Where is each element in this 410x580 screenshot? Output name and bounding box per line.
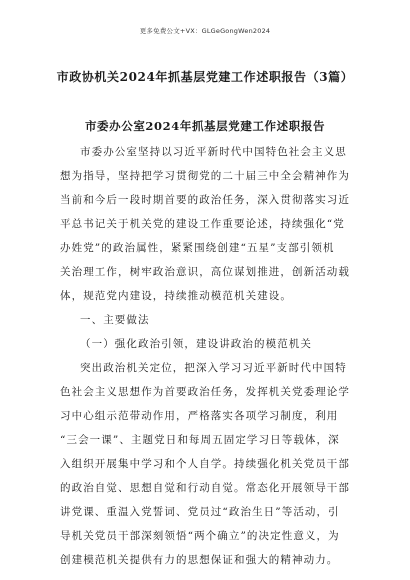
paragraph-line: 色社会主义思想作为首要政治任务，发挥机关党委理论学 xyxy=(60,386,350,398)
section-title: 市委办公室2024年抓基层党建工作述职报告 xyxy=(84,119,326,133)
paragraph-line: 当前和今后一段时期首要的政治任务，深入贯彻落实习近 xyxy=(60,194,350,206)
section-heading: （一）强化政治引领，建设讲政治的模范机关 xyxy=(80,338,312,350)
paragraph-line: 导机关党员干部深刻领悟“两个确立”的决定性意义，为 xyxy=(60,530,340,542)
paragraph-line: 习中心组示范带动作用，严格落实各项学习制度，利用 xyxy=(60,410,339,422)
paragraph-line: 市委办公室坚持以习近平新时代中国特色社会主义思 xyxy=(80,146,347,158)
paragraph-line: 讲党课、重温入党誓词、党员过“政治生日”等活动，引 xyxy=(60,506,340,518)
paragraph-line: 体，规范党内建设，持续推动模范机关建设。 xyxy=(60,290,292,302)
header-note: 更多免费公文+VX：GLGeGongWen2024 xyxy=(139,27,271,35)
paragraph-line: 突出政治机关定位，把深入学习习近平新时代中国特 xyxy=(80,362,347,374)
paragraph-line: 的政治自觉、思想自觉和行动自觉。常态化开展领导干部 xyxy=(60,482,350,494)
body-text xyxy=(60,140,360,572)
paragraph-line: 办姓党”的政治属性，紧紧围绕创建“五星”支部引领机 xyxy=(60,242,335,254)
paragraph-line: 想为指导，坚持把学习贯彻党的二十届三中全会精神作为 xyxy=(60,170,350,182)
section-heading: 一、主要做法 xyxy=(80,314,150,326)
paragraph-line: 平总书记关于机关党的建设工作重要论述，持续强化“党 xyxy=(60,218,345,230)
paragraph-line: 入组织开展集中学习和个人自学。持续强化机关党员干部 xyxy=(60,458,350,470)
paragraph-line: “三会一课”、主题党日和每周五固定学习日等载体，深 xyxy=(60,434,340,446)
document-title: 市政协机关2024年抓基层党建工作述职报告（3篇） xyxy=(56,70,354,84)
paragraph-line: 关治理工作，树牢政治意识，高位谋划推进，创新活动载 xyxy=(60,266,350,278)
paragraph-line: 创建模范机关提供有力的思想保证和强大的精神动力。 xyxy=(60,554,339,566)
